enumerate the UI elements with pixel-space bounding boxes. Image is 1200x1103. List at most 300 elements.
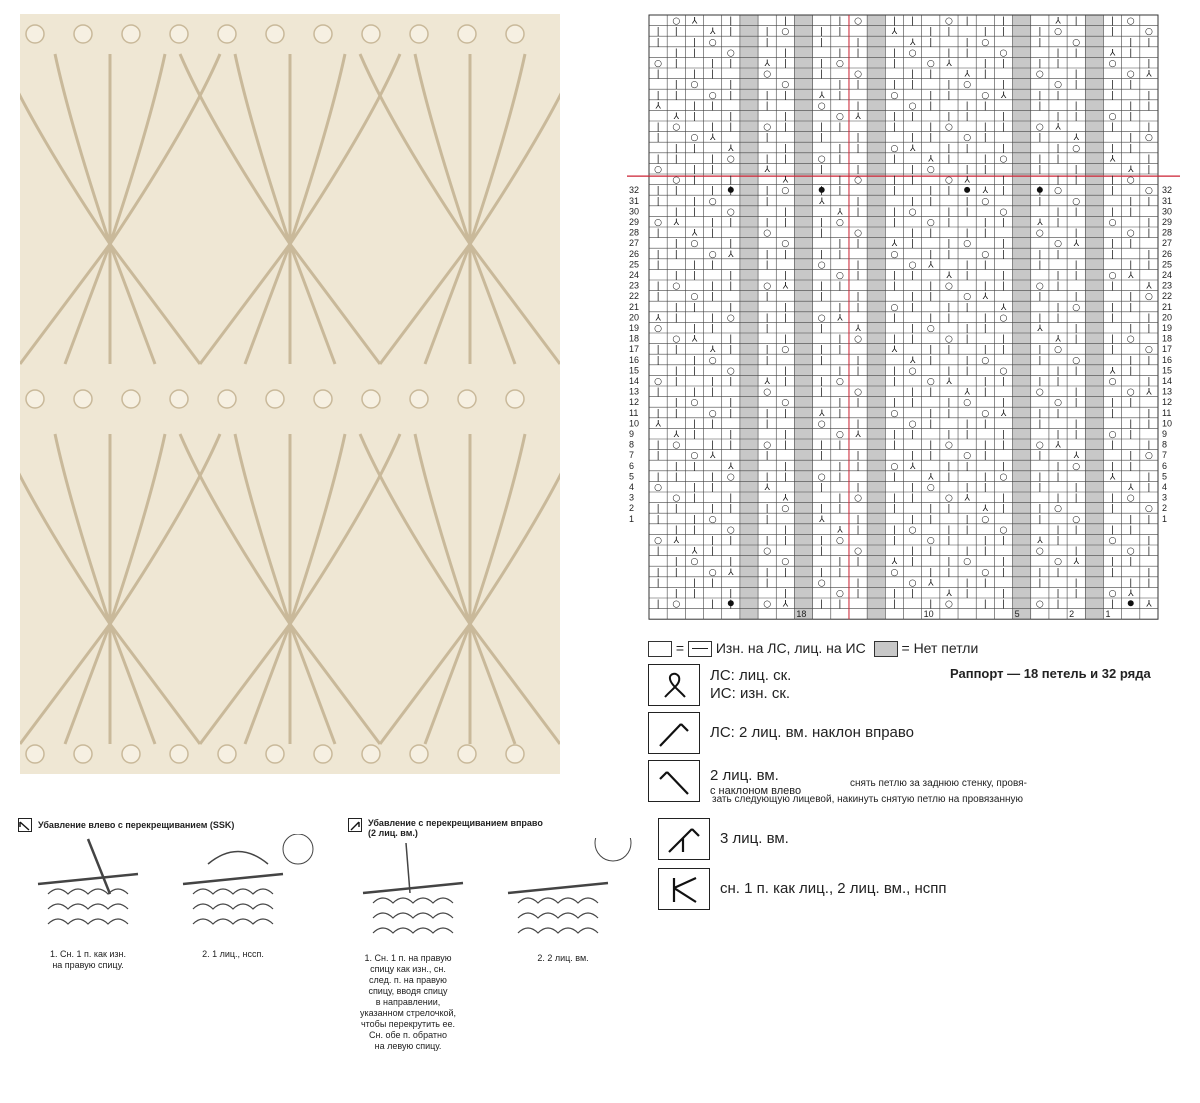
stitch-number: 10 bbox=[923, 609, 934, 620]
svg-text:|: | bbox=[656, 514, 660, 525]
svg-text:|: | bbox=[692, 196, 696, 207]
row-number-right: 26 bbox=[1162, 248, 1173, 259]
row-number-right: 27 bbox=[1162, 238, 1173, 249]
svg-text:○: ○ bbox=[835, 377, 844, 387]
svg-text:⅄: ⅄ bbox=[891, 27, 898, 38]
svg-text:○: ○ bbox=[781, 345, 790, 356]
svg-text:|: | bbox=[674, 302, 678, 313]
svg-text:|: | bbox=[929, 90, 933, 101]
svg-text:|: | bbox=[765, 472, 769, 483]
svg-text:○: ○ bbox=[945, 175, 953, 186]
svg-text:⅄: ⅄ bbox=[673, 430, 680, 440]
svg-text:|: | bbox=[656, 546, 660, 557]
svg-text:○: ○ bbox=[708, 355, 717, 366]
svg-text:|: | bbox=[1074, 228, 1078, 239]
svg-text:|: | bbox=[729, 90, 733, 101]
svg-text:|: | bbox=[965, 196, 969, 207]
svg-text:|: | bbox=[1001, 493, 1006, 504]
svg-text:○: ○ bbox=[963, 133, 972, 144]
svg-text:|: | bbox=[838, 186, 842, 197]
svg-text:|: | bbox=[947, 472, 951, 483]
svg-text:|: | bbox=[711, 101, 715, 112]
svg-text:|: | bbox=[947, 112, 951, 122]
svg-text:○: ○ bbox=[835, 430, 844, 440]
svg-text:|: | bbox=[765, 154, 769, 165]
row-number-left: 21 bbox=[629, 301, 640, 312]
svg-text:|: | bbox=[838, 143, 842, 154]
svg-text:|: | bbox=[983, 377, 987, 387]
svg-text:○: ○ bbox=[981, 514, 990, 525]
svg-text:○: ○ bbox=[1054, 239, 1062, 250]
svg-text:⅄: ⅄ bbox=[782, 599, 789, 610]
svg-text:⅄: ⅄ bbox=[818, 90, 825, 101]
svg-text:⅄: ⅄ bbox=[891, 345, 898, 356]
svg-text:|: | bbox=[1001, 59, 1006, 69]
svg-text:|: | bbox=[929, 27, 933, 38]
svg-text:|: | bbox=[783, 122, 787, 133]
svg-text:|: | bbox=[820, 504, 824, 515]
svg-text:|: | bbox=[765, 419, 769, 430]
svg-text:|: | bbox=[1038, 313, 1042, 324]
svg-text:|: | bbox=[1129, 557, 1133, 568]
k3tog-icon bbox=[658, 818, 710, 860]
bobble bbox=[362, 25, 380, 43]
svg-text:|: | bbox=[656, 249, 660, 260]
svg-text:|: | bbox=[856, 271, 860, 281]
row-number-right: 13 bbox=[1162, 386, 1173, 397]
svg-text:|: | bbox=[892, 430, 896, 440]
svg-text:|: | bbox=[729, 334, 733, 345]
bobble bbox=[314, 745, 332, 763]
svg-text:⅄: ⅄ bbox=[673, 218, 680, 228]
svg-text:○: ○ bbox=[781, 186, 790, 197]
bobble bbox=[314, 25, 332, 43]
row-number-right: 10 bbox=[1162, 418, 1173, 429]
svg-text:|: | bbox=[729, 80, 733, 91]
svg-text:○: ○ bbox=[690, 80, 699, 91]
svg-text:|: | bbox=[692, 175, 696, 186]
svg-text:|: | bbox=[838, 366, 842, 377]
svg-text:|: | bbox=[1056, 408, 1060, 419]
bobble bbox=[362, 745, 380, 763]
svg-text:○: ○ bbox=[926, 536, 935, 546]
svg-text:|: | bbox=[820, 377, 824, 387]
svg-text:○: ○ bbox=[908, 48, 917, 59]
svg-text:|: | bbox=[947, 366, 951, 377]
svg-text:|: | bbox=[1001, 281, 1006, 292]
svg-text:○: ○ bbox=[708, 196, 717, 207]
svg-text:|: | bbox=[1056, 59, 1060, 69]
svg-text:|: | bbox=[1056, 599, 1060, 610]
svg-text:|: | bbox=[983, 101, 987, 112]
svg-text:○: ○ bbox=[672, 122, 681, 133]
svg-text:○: ○ bbox=[1035, 228, 1044, 239]
svg-text:○: ○ bbox=[672, 493, 681, 504]
svg-text:|: | bbox=[1001, 80, 1006, 91]
svg-text:|: | bbox=[838, 504, 842, 515]
svg-text:|: | bbox=[947, 302, 951, 313]
svg-text:|: | bbox=[1074, 366, 1078, 377]
svg-text:○: ○ bbox=[654, 536, 663, 546]
svg-text:○: ○ bbox=[1108, 377, 1117, 387]
svg-text:|: | bbox=[838, 408, 842, 419]
svg-text:○: ○ bbox=[781, 504, 790, 515]
svg-text:○: ○ bbox=[926, 324, 935, 334]
svg-text:|: | bbox=[729, 175, 733, 186]
svg-text:|: | bbox=[965, 143, 969, 154]
svg-text:|: | bbox=[656, 472, 660, 483]
svg-text:|: | bbox=[1111, 525, 1115, 536]
svg-text:|: | bbox=[983, 218, 987, 228]
svg-text:|: | bbox=[929, 196, 933, 207]
svg-text:○: ○ bbox=[926, 377, 935, 387]
k2tog-illustration bbox=[348, 838, 648, 948]
svg-text:|: | bbox=[983, 260, 987, 271]
svg-text:⅄: ⅄ bbox=[964, 387, 970, 398]
svg-text:○: ○ bbox=[690, 557, 699, 568]
svg-text:|: | bbox=[856, 514, 860, 525]
svg-text:○: ○ bbox=[999, 154, 1008, 165]
svg-text:⅄: ⅄ bbox=[1127, 483, 1134, 493]
row-number-right: 21 bbox=[1162, 301, 1173, 312]
svg-text:|: | bbox=[1056, 472, 1060, 483]
svg-text:|: | bbox=[783, 567, 787, 578]
svg-text:○: ○ bbox=[890, 143, 899, 154]
svg-text:○: ○ bbox=[817, 260, 826, 271]
svg-text:⅄: ⅄ bbox=[909, 143, 916, 154]
svg-text:|: | bbox=[1111, 557, 1115, 568]
svg-text:|: | bbox=[692, 69, 696, 80]
svg-text:|: | bbox=[856, 398, 860, 409]
svg-text:○: ○ bbox=[1072, 37, 1081, 48]
svg-text:|: | bbox=[674, 48, 678, 59]
svg-text:○: ○ bbox=[854, 387, 862, 398]
svg-text:|: | bbox=[1056, 493, 1060, 504]
svg-text:|: | bbox=[1147, 218, 1151, 228]
svg-text:|: | bbox=[674, 525, 678, 536]
svg-text:⅄: ⅄ bbox=[728, 249, 734, 260]
svg-text:|: | bbox=[1056, 48, 1060, 59]
svg-text:|: | bbox=[1038, 504, 1042, 515]
svg-text:|: | bbox=[656, 133, 660, 144]
svg-text:|: | bbox=[983, 345, 987, 356]
svg-text:○: ○ bbox=[835, 271, 844, 281]
svg-text:⅄: ⅄ bbox=[1055, 16, 1061, 27]
svg-text:|: | bbox=[892, 504, 896, 515]
svg-text:|: | bbox=[1038, 451, 1042, 462]
svg-text:|: | bbox=[892, 16, 896, 27]
svg-text:⅄: ⅄ bbox=[1146, 69, 1152, 80]
svg-text:○: ○ bbox=[1108, 430, 1117, 440]
svg-text:|: | bbox=[1147, 313, 1151, 324]
svg-text:|: | bbox=[892, 440, 896, 451]
svg-text:|: | bbox=[1056, 143, 1060, 154]
svg-text:|: | bbox=[911, 196, 915, 207]
svg-text:○: ○ bbox=[945, 334, 953, 345]
svg-text:|: | bbox=[1111, 504, 1115, 515]
svg-text:|: | bbox=[765, 345, 769, 356]
svg-text:○: ○ bbox=[926, 165, 935, 175]
svg-text:|: | bbox=[674, 345, 678, 356]
svg-text:|: | bbox=[911, 112, 915, 122]
svg-text:|: | bbox=[674, 80, 678, 91]
svg-text:○: ○ bbox=[1144, 27, 1153, 38]
svg-text:○: ○ bbox=[1072, 514, 1081, 525]
svg-text:|: | bbox=[983, 578, 987, 589]
svg-text:|: | bbox=[983, 122, 987, 133]
svg-text:⅄: ⅄ bbox=[928, 154, 934, 165]
svg-text:|: | bbox=[1001, 112, 1006, 122]
svg-text:|: | bbox=[711, 536, 715, 546]
svg-text:○: ○ bbox=[1126, 175, 1135, 186]
svg-text:|: | bbox=[674, 557, 678, 568]
svg-text:|: | bbox=[674, 27, 678, 38]
svg-text:|: | bbox=[892, 48, 896, 59]
row-number-right: 30 bbox=[1162, 206, 1173, 217]
row-number-left: 3 bbox=[629, 492, 635, 503]
svg-text:|: | bbox=[1147, 101, 1151, 112]
knitting-chart bbox=[627, 13, 1180, 625]
svg-text:|: | bbox=[1001, 377, 1006, 387]
svg-text:|: | bbox=[838, 345, 842, 356]
svg-text:|: | bbox=[783, 366, 787, 377]
svg-text:⅄: ⅄ bbox=[818, 408, 825, 419]
svg-text:|: | bbox=[1129, 196, 1133, 207]
legend-k2tog-left: 2 лиц. вм. с наклоном влево bbox=[648, 760, 801, 802]
svg-text:|: | bbox=[1001, 461, 1006, 472]
row-number-left: 27 bbox=[629, 238, 640, 249]
legend-k3tog: 3 лиц. вм. bbox=[658, 818, 789, 860]
row-number-right: 24 bbox=[1162, 270, 1173, 280]
svg-text:○: ○ bbox=[817, 419, 826, 430]
svg-text:|: | bbox=[674, 249, 678, 260]
row-number-right: 17 bbox=[1162, 344, 1173, 355]
svg-text:○: ○ bbox=[817, 101, 826, 112]
svg-text:⅄: ⅄ bbox=[1055, 122, 1061, 133]
row-number-right: 16 bbox=[1162, 354, 1173, 365]
svg-text:⅄: ⅄ bbox=[691, 16, 698, 27]
row-number-right: 12 bbox=[1162, 397, 1173, 408]
svg-text:|: | bbox=[1111, 334, 1115, 345]
svg-text:|: | bbox=[656, 578, 660, 589]
svg-text:⅄: ⅄ bbox=[855, 324, 861, 334]
svg-text:|: | bbox=[729, 302, 733, 313]
svg-text:|: | bbox=[929, 408, 933, 419]
svg-text:○: ○ bbox=[763, 546, 772, 557]
svg-text:|: | bbox=[892, 175, 896, 186]
row-number-right: 1 bbox=[1162, 513, 1168, 524]
svg-text:|: | bbox=[911, 546, 915, 557]
svg-text:⅄: ⅄ bbox=[764, 165, 770, 175]
svg-text:|: | bbox=[820, 133, 824, 144]
svg-text:○: ○ bbox=[999, 313, 1008, 324]
svg-text:|: | bbox=[729, 430, 733, 440]
svg-text:⅄: ⅄ bbox=[1000, 302, 1007, 313]
svg-text:○: ○ bbox=[835, 59, 844, 69]
row-number-right: 14 bbox=[1162, 376, 1173, 386]
svg-text:○: ○ bbox=[726, 525, 735, 536]
svg-text:|: | bbox=[892, 589, 896, 599]
svg-text:|: | bbox=[965, 16, 969, 27]
svg-text:○: ○ bbox=[908, 419, 917, 430]
svg-text:|: | bbox=[838, 175, 842, 186]
svg-text:|: | bbox=[929, 313, 933, 324]
svg-text:|: | bbox=[674, 366, 678, 377]
svg-text:|: | bbox=[929, 345, 933, 356]
bobble bbox=[74, 745, 92, 763]
no-stitch-column bbox=[867, 15, 885, 619]
row-number-left: 17 bbox=[629, 344, 640, 355]
svg-text:○: ○ bbox=[1035, 69, 1044, 80]
svg-text:○: ○ bbox=[654, 324, 663, 334]
bobble bbox=[26, 390, 44, 408]
svg-text:|: | bbox=[820, 567, 824, 578]
svg-text:|: | bbox=[1001, 186, 1006, 197]
svg-text:|: | bbox=[1147, 419, 1151, 430]
svg-text:⅄: ⅄ bbox=[728, 567, 734, 578]
row-number-left: 30 bbox=[629, 206, 640, 217]
row-number-left: 11 bbox=[629, 407, 639, 418]
svg-text:|: | bbox=[729, 440, 733, 451]
svg-text:|: | bbox=[929, 451, 933, 462]
svg-text:|: | bbox=[711, 154, 715, 165]
svg-text:○: ○ bbox=[817, 154, 826, 165]
svg-text:|: | bbox=[1129, 366, 1133, 377]
svg-text:|: | bbox=[820, 218, 824, 228]
svg-text:|: | bbox=[1074, 69, 1078, 80]
bobble bbox=[362, 390, 380, 408]
svg-text:|: | bbox=[692, 37, 696, 48]
svg-text:|: | bbox=[1056, 90, 1060, 101]
svg-text:|: | bbox=[765, 292, 769, 303]
svg-text:|: | bbox=[1074, 101, 1078, 112]
svg-text:○: ○ bbox=[854, 69, 862, 80]
svg-text:○: ○ bbox=[708, 567, 717, 578]
ssk-tutorial: Убавление влево с перекрещиванием (SSK) 1. Сн. 1 п. как изн. на правую спицу. 2. 1 лиц., нссп. bbox=[18, 818, 318, 989]
bobble bbox=[218, 390, 236, 408]
svg-text:⅄: ⅄ bbox=[837, 207, 843, 218]
svg-text:|: | bbox=[1038, 408, 1042, 419]
svg-text:|: | bbox=[656, 260, 660, 271]
row-number-left: 2 bbox=[629, 503, 635, 514]
svg-text:|: | bbox=[674, 377, 678, 387]
svg-text:|: | bbox=[729, 398, 733, 409]
svg-text:|: | bbox=[1001, 175, 1006, 186]
svg-text:|: | bbox=[965, 271, 969, 281]
bobble-dot bbox=[964, 187, 970, 193]
svg-text:|: | bbox=[1056, 366, 1060, 377]
svg-text:⅄: ⅄ bbox=[1127, 165, 1134, 175]
svg-text:|: | bbox=[1038, 419, 1042, 430]
svg-text:|: | bbox=[947, 249, 951, 260]
svg-text:⅄: ⅄ bbox=[1037, 218, 1043, 228]
svg-text:|: | bbox=[911, 557, 915, 568]
row-number-left: 6 bbox=[629, 460, 635, 471]
svg-text:|: | bbox=[1001, 567, 1006, 578]
svg-text:|: | bbox=[1111, 345, 1115, 356]
svg-text:|: | bbox=[692, 419, 696, 430]
svg-text:|: | bbox=[965, 48, 969, 59]
row-number-right: 6 bbox=[1162, 460, 1168, 471]
svg-text:|: | bbox=[783, 377, 787, 387]
svg-text:○: ○ bbox=[890, 302, 899, 313]
svg-text:○: ○ bbox=[1072, 355, 1081, 366]
svg-text:○: ○ bbox=[672, 175, 681, 186]
svg-text:|: | bbox=[1074, 16, 1078, 27]
bobble bbox=[410, 390, 428, 408]
svg-text:|: | bbox=[838, 493, 842, 504]
svg-text:|: | bbox=[765, 37, 769, 48]
svg-text:⅄: ⅄ bbox=[928, 260, 934, 271]
svg-text:|: | bbox=[856, 48, 860, 59]
svg-text:|: | bbox=[929, 514, 933, 525]
svg-text:|: | bbox=[911, 483, 915, 493]
svg-text:|: | bbox=[892, 525, 896, 536]
svg-text:⅄: ⅄ bbox=[1146, 599, 1152, 610]
row-number-left: 13 bbox=[629, 386, 640, 397]
svg-text:○: ○ bbox=[890, 90, 899, 101]
svg-text:⅄: ⅄ bbox=[1127, 271, 1134, 281]
svg-text:○: ○ bbox=[672, 281, 681, 292]
svg-text:|: | bbox=[711, 292, 715, 303]
svg-text:|: | bbox=[692, 483, 696, 493]
svg-text:|: | bbox=[1129, 133, 1133, 144]
svg-text:○: ○ bbox=[1035, 122, 1044, 133]
svg-text:⅄: ⅄ bbox=[782, 493, 789, 504]
row-number-left: 19 bbox=[629, 323, 640, 333]
bobble bbox=[266, 390, 284, 408]
svg-text:|: | bbox=[1001, 557, 1006, 568]
svg-text:|: | bbox=[783, 525, 787, 536]
svg-text:○: ○ bbox=[854, 175, 862, 186]
svg-text:|: | bbox=[820, 440, 824, 451]
svg-text:○: ○ bbox=[981, 37, 990, 48]
svg-text:|: | bbox=[1129, 430, 1133, 440]
svg-text:|: | bbox=[729, 504, 733, 515]
svg-text:|: | bbox=[820, 387, 824, 398]
svg-text:○: ○ bbox=[763, 69, 772, 80]
svg-text:|: | bbox=[674, 589, 678, 599]
svg-text:⅄: ⅄ bbox=[1109, 472, 1116, 483]
bobble bbox=[170, 25, 188, 43]
svg-text:|: | bbox=[820, 281, 824, 292]
svg-text:○: ○ bbox=[963, 292, 972, 303]
svg-text:|: | bbox=[1111, 249, 1115, 260]
svg-text:|: | bbox=[929, 281, 933, 292]
svg-text:|: | bbox=[983, 483, 987, 493]
row-number-left: 18 bbox=[629, 333, 640, 344]
svg-text:|: | bbox=[947, 90, 951, 101]
svg-text:|: | bbox=[1129, 355, 1133, 366]
svg-text:○: ○ bbox=[1126, 334, 1135, 345]
svg-text:|: | bbox=[1074, 271, 1078, 281]
svg-text:○: ○ bbox=[1144, 345, 1153, 356]
svg-text:|: | bbox=[856, 80, 860, 91]
svg-text:|: | bbox=[656, 355, 660, 366]
svg-text:|: | bbox=[1038, 90, 1042, 101]
svg-text:|: | bbox=[1038, 567, 1042, 578]
svg-text:|: | bbox=[838, 599, 842, 610]
svg-text:|: | bbox=[983, 599, 987, 610]
svg-text:|: | bbox=[947, 408, 951, 419]
svg-text:|: | bbox=[947, 398, 951, 409]
svg-text:|: | bbox=[1038, 249, 1042, 260]
svg-text:○: ○ bbox=[981, 196, 990, 207]
svg-text:|: | bbox=[1056, 112, 1060, 122]
svg-text:|: | bbox=[965, 355, 969, 366]
row-number-left: 14 bbox=[629, 376, 640, 386]
svg-text:⅄: ⅄ bbox=[709, 451, 716, 462]
